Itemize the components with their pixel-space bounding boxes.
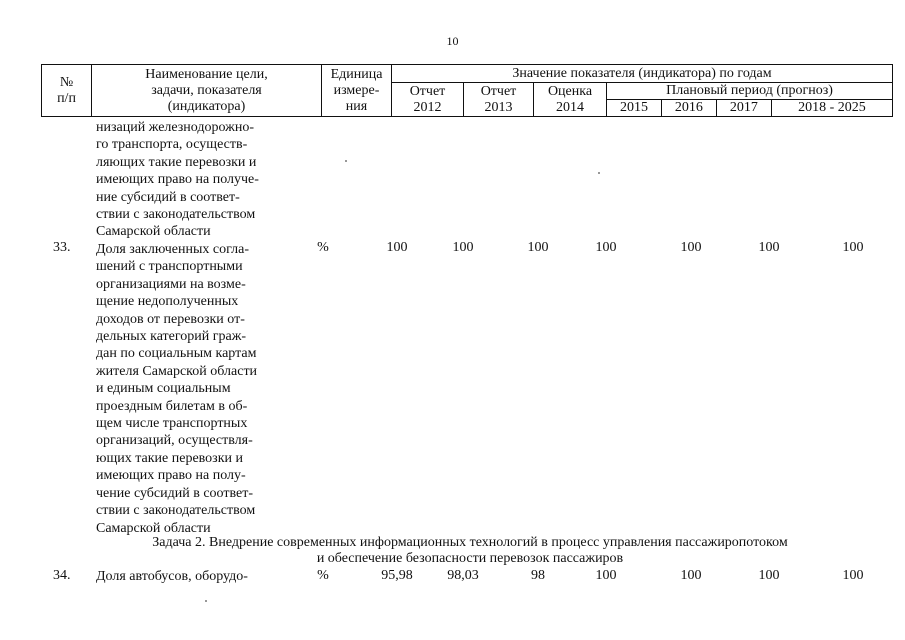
row-33-value-2017: 100 [758, 240, 780, 255]
header-report-2012: Отчет 2012 [392, 83, 464, 117]
row-33-value-2013: 100 [452, 240, 474, 255]
row-33-unit: % [317, 240, 329, 255]
row-34-unit: % [317, 568, 329, 583]
row-34-value-2013: 98,03 [447, 568, 479, 583]
task-2-heading: Задача 2. Внедрение современных информационных технологий в процесс управления пассажиропотоком и обеспечение безопасности перевозок пассажиров [152, 535, 788, 566]
row-33-value-2018-2025: 100 [842, 240, 864, 255]
header-estimate-2014: Оценка 2014 [534, 83, 607, 117]
row-34-number: 34. [53, 568, 71, 583]
header-col-name: Наименование цели, задачи, показателя (индикатора) [92, 65, 322, 117]
header-year-2017: 2017 [716, 100, 771, 117]
header-col-unit: Единица измере- ния [322, 65, 392, 117]
row-33-name: Доля заключенных согла- шений с транспортными организациями на возме- щение недополученных доходов от перевозки от- дельных категорий граж- дан по социальным картам жителя Самарской области и единым социальным проездным билетам в об- щем числе транспортных организаций, осуществля- ющих такие перевозки и имеющих право на полу- чение субсидий в соответ- ствии с законодательством Самарской области [96, 242, 258, 536]
row-33-value-2015: 100 [595, 240, 617, 255]
row-34-value-2016: 100 [680, 568, 702, 583]
row-33-number: 33. [53, 240, 71, 255]
indicator-table-header [41, 64, 893, 117]
page-number: 10 [446, 34, 459, 48]
row-34-value-2012: 95,98 [381, 568, 413, 583]
header-col-number: № п/п [42, 65, 92, 117]
row-34-value-2014: 98 [531, 568, 545, 583]
continuation-text: низаций железнодорожно- го транспорта, осуществ- ляющих такие перевозки и имеющих право на получе- ние субсидий в соответ- ствии с законодательством Самарской области [96, 120, 259, 240]
header-values-by-year: Значение показателя (индикатора) по годам [392, 65, 893, 83]
header-year-2015: 2015 [607, 100, 662, 117]
scan-speck [345, 160, 347, 162]
row-33-value-2016: 100 [680, 240, 702, 255]
row-33-value-2014: 100 [527, 240, 549, 255]
header-report-2013: Отчет 2013 [464, 83, 534, 117]
row-34-value-2018-2025: 100 [842, 568, 864, 583]
row-34-value-2017: 100 [758, 568, 780, 583]
row-34-value-2015: 100 [595, 568, 617, 583]
header-plan-period: Плановый период (прогноз) [607, 83, 893, 100]
scan-speck [205, 600, 207, 602]
row-34-name: Доля автобусов, оборудо- [96, 569, 248, 584]
header-year-2018-2025: 2018 - 2025 [771, 100, 892, 117]
header-year-2016: 2016 [661, 100, 716, 117]
row-33-value-2012: 100 [386, 240, 408, 255]
scan-speck [598, 172, 600, 174]
